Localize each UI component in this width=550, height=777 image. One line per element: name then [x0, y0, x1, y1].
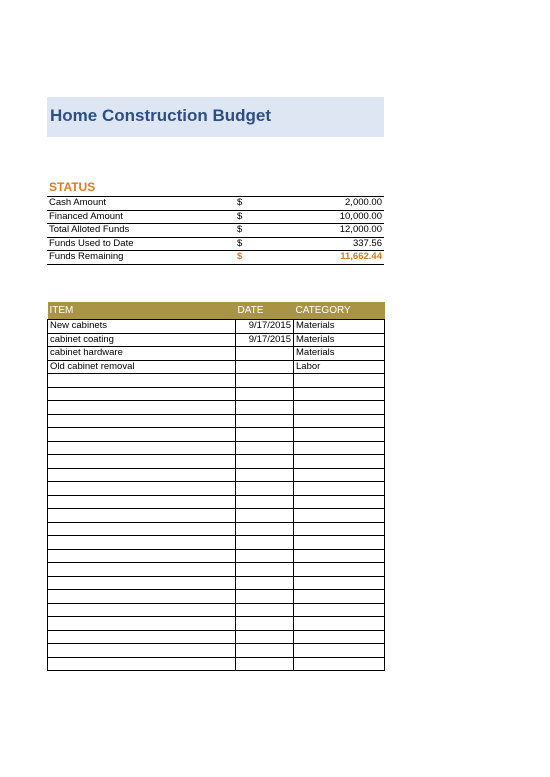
page-title: Home Construction Budget [50, 106, 271, 125]
cell-category[interactable]: Materials [294, 347, 385, 361]
table-row [48, 441, 385, 455]
table-row [48, 360, 385, 374]
table-row [48, 387, 385, 401]
status-currency: $ [237, 197, 297, 211]
cell-date[interactable] [236, 360, 294, 374]
cell-date[interactable] [236, 468, 294, 482]
status-value: 10,000.00 [297, 210, 384, 224]
cell-date[interactable] [236, 617, 294, 631]
cell-category[interactable] [294, 509, 385, 523]
cell-item[interactable] [48, 374, 236, 388]
cell-category[interactable]: Labor [294, 360, 385, 374]
cell-item[interactable] [48, 576, 236, 590]
table-row [48, 657, 385, 671]
cell-item[interactable] [48, 603, 236, 617]
cell-date[interactable] [236, 536, 294, 550]
cell-item[interactable]: cabinet hardware [48, 347, 236, 361]
cell-date[interactable] [236, 603, 294, 617]
cell-date[interactable]: 9/17/2015 [236, 320, 294, 334]
status-label: Total Alloted Funds [47, 224, 237, 238]
cell-item[interactable] [48, 536, 236, 550]
cell-item[interactable] [48, 590, 236, 604]
cell-category[interactable] [294, 414, 385, 428]
cell-item[interactable] [48, 509, 236, 523]
cell-category[interactable] [294, 495, 385, 509]
table-row [48, 401, 385, 415]
table-row [48, 617, 385, 631]
cell-category[interactable] [294, 522, 385, 536]
cell-item[interactable] [48, 482, 236, 496]
cell-category[interactable] [294, 630, 385, 644]
table-row [48, 455, 385, 469]
status-label: Funds Remaining [47, 251, 237, 265]
cell-date[interactable] [236, 374, 294, 388]
status-heading: STATUS [49, 180, 96, 194]
cell-date[interactable] [236, 549, 294, 563]
cell-category[interactable] [294, 536, 385, 550]
cell-category[interactable] [294, 401, 385, 415]
cell-date[interactable] [236, 414, 294, 428]
table-row [48, 603, 385, 617]
table-row [48, 414, 385, 428]
cell-item[interactable] [48, 549, 236, 563]
cell-date[interactable] [236, 522, 294, 536]
table-row [48, 563, 385, 577]
header-date: DATE [236, 302, 294, 320]
status-row [47, 224, 384, 238]
cell-date[interactable] [236, 455, 294, 469]
cell-date[interactable] [236, 441, 294, 455]
header-category: CATEGORY [294, 302, 385, 320]
table-row [48, 644, 385, 658]
cell-date[interactable] [236, 657, 294, 671]
table-row [48, 347, 385, 361]
table-row [48, 320, 385, 334]
cell-item[interactable] [48, 617, 236, 631]
status-value: 11,662.44 [297, 251, 384, 265]
table-row [48, 428, 385, 442]
status-row [47, 210, 384, 224]
cell-item[interactable] [48, 428, 236, 442]
cell-category[interactable] [294, 428, 385, 442]
cell-category[interactable] [294, 576, 385, 590]
table-row [48, 536, 385, 550]
cell-item[interactable]: cabinet coating [48, 333, 236, 347]
cell-item[interactable] [48, 495, 236, 509]
cell-item[interactable] [48, 468, 236, 482]
cell-category[interactable] [294, 374, 385, 388]
items-table [47, 302, 385, 671]
status-currency: $ [237, 224, 297, 238]
table-row [48, 509, 385, 523]
status-currency: $ [237, 251, 297, 265]
cell-category[interactable] [294, 549, 385, 563]
status-label: Funds Used to Date [47, 237, 237, 251]
cell-category[interactable] [294, 590, 385, 604]
table-row [48, 630, 385, 644]
cell-date[interactable] [236, 576, 294, 590]
cell-category[interactable] [294, 563, 385, 577]
status-label: Financed Amount [47, 210, 237, 224]
table-row [48, 374, 385, 388]
cell-item[interactable]: Old cabinet removal [48, 360, 236, 374]
status-value: 2,000.00 [297, 197, 384, 211]
cell-item[interactable] [48, 401, 236, 415]
cell-item[interactable] [48, 644, 236, 658]
cell-date[interactable]: 9/17/2015 [236, 333, 294, 347]
cell-category[interactable] [294, 455, 385, 469]
status-row [47, 251, 384, 265]
status-label: Cash Amount [47, 197, 237, 211]
status-value: 12,000.00 [297, 224, 384, 238]
cell-item[interactable] [48, 630, 236, 644]
cell-date[interactable] [236, 482, 294, 496]
cell-item[interactable] [48, 657, 236, 671]
table-row [48, 333, 385, 347]
cell-item[interactable] [48, 563, 236, 577]
table-row [48, 590, 385, 604]
cell-category[interactable]: Materials [294, 333, 385, 347]
table-row [48, 495, 385, 509]
table-row [48, 576, 385, 590]
table-row [48, 468, 385, 482]
table-row [48, 482, 385, 496]
cell-item[interactable] [48, 387, 236, 401]
cell-date[interactable] [236, 495, 294, 509]
cell-date[interactable] [236, 401, 294, 415]
status-row [47, 197, 384, 211]
cell-date[interactable] [236, 563, 294, 577]
cell-category[interactable] [294, 657, 385, 671]
status-row [47, 237, 384, 251]
table-row [48, 522, 385, 536]
status-value: 337.56 [297, 237, 384, 251]
table-row [48, 549, 385, 563]
cell-date[interactable] [236, 630, 294, 644]
cell-item[interactable] [48, 441, 236, 455]
cell-category[interactable] [294, 617, 385, 631]
header-item: ITEM [48, 302, 236, 320]
cell-category[interactable] [294, 468, 385, 482]
items-header-row [48, 302, 385, 320]
status-table [47, 196, 384, 265]
status-currency: $ [237, 237, 297, 251]
cell-date[interactable] [236, 387, 294, 401]
cell-category[interactable] [294, 644, 385, 658]
cell-date[interactable] [236, 509, 294, 523]
cell-category[interactable] [294, 603, 385, 617]
cell-category[interactable] [294, 482, 385, 496]
title-band [47, 97, 384, 137]
cell-item[interactable] [48, 522, 236, 536]
cell-item[interactable] [48, 455, 236, 469]
cell-date[interactable] [236, 428, 294, 442]
cell-item[interactable]: New cabinets [48, 320, 236, 334]
cell-date[interactable] [236, 644, 294, 658]
cell-date[interactable] [236, 590, 294, 604]
cell-date[interactable] [236, 347, 294, 361]
status-currency: $ [237, 210, 297, 224]
cell-item[interactable] [48, 414, 236, 428]
cell-category[interactable] [294, 441, 385, 455]
cell-category[interactable] [294, 387, 385, 401]
cell-category[interactable]: Materials [294, 320, 385, 334]
